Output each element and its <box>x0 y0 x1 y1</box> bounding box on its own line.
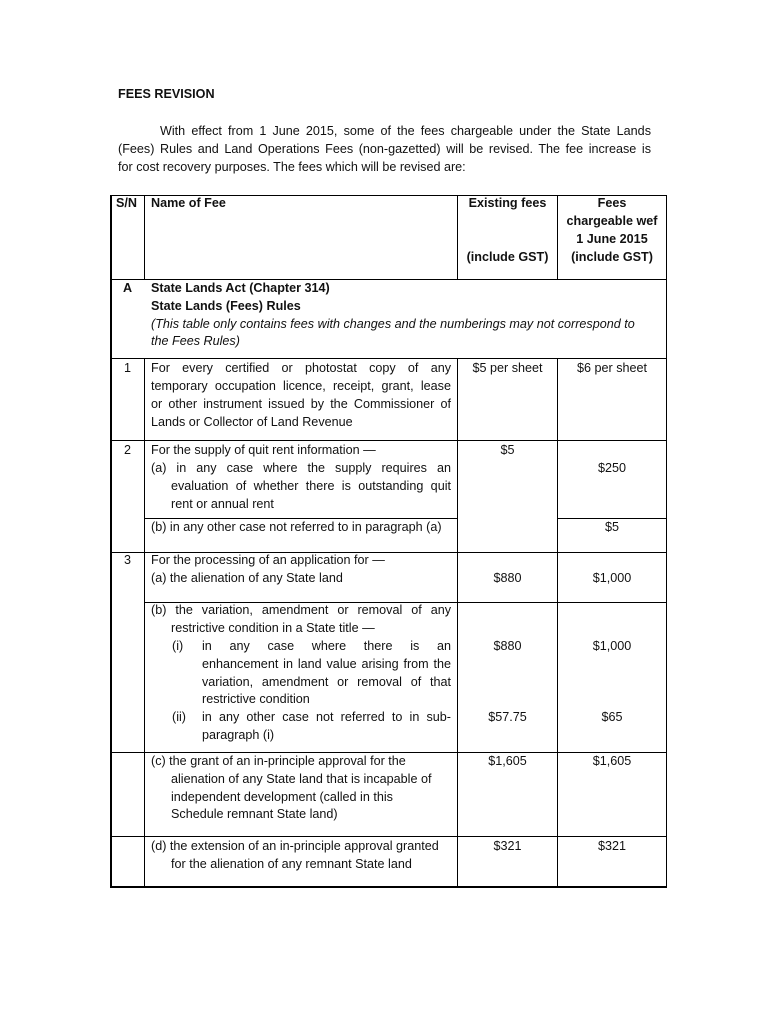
row-3a-new-fee: $1,000 <box>592 571 632 585</box>
intro-line-3: for cost recovery purposes. The fees which will be revised are: <box>118 160 466 174</box>
row-3-sn: 3 <box>123 553 131 567</box>
row-2-intro: For the supply of quit rent information — <box>151 443 376 457</box>
row-3bi-new-fee: $1,000 <box>592 639 632 653</box>
row-2a-new-fee: $250 <box>597 461 627 475</box>
row-3b-text: (b) the variation, amendment or removal of any <box>151 603 451 617</box>
header-new-fees: 1 June 2015 <box>576 232 648 246</box>
header-existing-note: (include GST) <box>466 250 549 264</box>
row-2b-new-fee: $5 <box>604 520 619 534</box>
row-3c-new-fee: $1,605 <box>592 754 632 768</box>
row-1-new-fee: $6 per sheet <box>576 361 648 375</box>
row-1-existing-fee: $5 per sheet <box>472 361 543 375</box>
row-3bi-text: enhancement in land value arising from the <box>202 657 451 671</box>
row-3bii-text: in any other case not referred to in sub- <box>202 710 451 724</box>
row-3bi-text: restrictive condition <box>202 692 310 706</box>
table-border <box>110 886 667 888</box>
section-a-subtitle: State Lands (Fees) Rules <box>151 299 301 313</box>
row-3bii-text: paragraph (i) <box>202 728 275 742</box>
row-3bi-text: in any case where there is an <box>202 639 451 653</box>
row-3d-existing-fee: $321 <box>493 839 522 853</box>
row-2-existing-fee: $5 <box>500 443 515 457</box>
row-3d-text: (d) the extension of an in-principle approval granted <box>151 839 439 853</box>
row-divider <box>110 358 667 359</box>
intro-paragraph <box>118 122 651 176</box>
header-sn: S/N <box>116 196 137 210</box>
row-3bii-number: (ii) <box>172 710 186 724</box>
row-3d-new-fee: $321 <box>597 839 627 853</box>
column-divider <box>144 358 145 887</box>
page-title: FEES REVISION <box>118 87 215 101</box>
row-divider <box>110 440 667 441</box>
row-2b-text: (b) in any other case not referred to in paragraph (a) <box>151 520 442 534</box>
row-3c-text: (c) the grant of an in-principle approval for the <box>151 754 406 768</box>
row-3a-text: (a) the alienation of any State land <box>151 571 343 585</box>
row-3c-text: independent development (called in this <box>171 790 393 804</box>
header-name-of-fee: Name of Fee <box>151 196 226 210</box>
column-divider <box>457 358 458 887</box>
section-a-sn: A <box>122 281 133 295</box>
row-1-text: temporary occupation licence, receipt, grant, lease <box>151 379 451 393</box>
row-2-sn: 2 <box>123 443 131 457</box>
table-border <box>110 195 112 887</box>
row-2a-text: evaluation of whether there is outstanding quit <box>171 479 451 493</box>
intro-line-2: (Fees) Rules and Land Operations Fees (non-gazetted) will be revised. The fee increase is <box>118 142 651 156</box>
row-1-text: or other instrument issued by the Commissioner of <box>151 397 451 411</box>
section-a-note: (This table only contains fees with changes and the numberings may not correspond to <box>151 317 635 331</box>
row-3c-text: Schedule remnant State land) <box>171 807 338 821</box>
row-3bii-existing-fee: $57.75 <box>488 710 527 724</box>
row-3c-existing-fee: $1,605 <box>488 754 527 768</box>
row-1-text: For every certified or photostat copy of any <box>151 361 451 375</box>
table-border <box>666 195 667 887</box>
section-a-title: State Lands Act (Chapter 314) <box>151 281 330 295</box>
row-1-text: Lands or Collector of Land Revenue <box>151 415 353 429</box>
header-existing-fees: Existing fees <box>468 196 547 210</box>
row-1-sn: 1 <box>123 361 131 375</box>
header-new-fees: Fees <box>597 196 627 210</box>
row-2a-text: rent or annual rent <box>171 497 274 511</box>
row-3-intro: For the processing of an application for — <box>151 553 385 567</box>
row-3d-text: for the alienation of any remnant State land <box>171 857 412 871</box>
column-divider <box>557 358 558 887</box>
row-3bi-number: (i) <box>172 639 184 653</box>
header-new-fees: (include GST) <box>571 250 653 264</box>
row-3a-existing-fee: $880 <box>493 571 522 585</box>
intro-line-1: With effect from 1 June 2015, some of the fees chargeable under the State Lands <box>160 124 651 138</box>
row-divider <box>110 836 667 837</box>
section-a-note: the Fees Rules) <box>151 334 240 348</box>
row-3c-text: alienation of any State land that is incapable of <box>171 772 432 786</box>
row-3bii-new-fee: $65 <box>601 710 623 724</box>
row-3b-text: restrictive condition in a State title — <box>171 621 375 635</box>
row-2a-text: (a) in any case where the supply requires an <box>151 461 451 475</box>
header-new-fees: chargeable wef <box>566 214 658 228</box>
row-3bi-text: variation, amendment or removal of that <box>202 675 451 689</box>
row-3bi-existing-fee: $880 <box>493 639 522 653</box>
column-divider <box>144 195 145 280</box>
